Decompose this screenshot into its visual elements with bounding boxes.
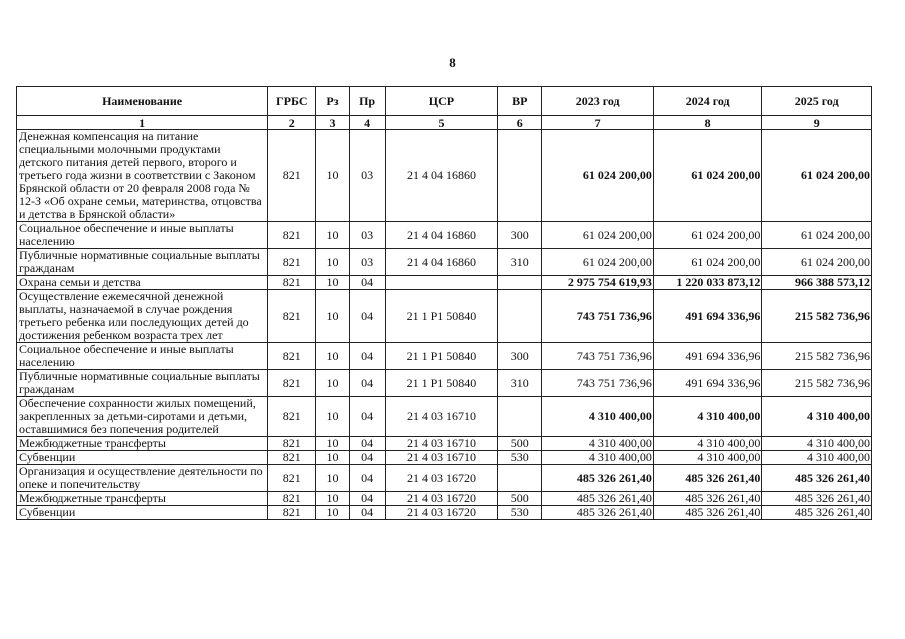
cell-csr: 21 4 04 16860 [385, 130, 498, 222]
row-name: Межбюджетные трансферты [17, 492, 268, 506]
row-name: Публичные нормативные социальные выплаты гражданам [17, 249, 268, 276]
cell-grbs: 821 [268, 370, 316, 397]
row-name: Денежная компенсация на питание специальными молочными продуктами детского питания детей первого, второго и третьего года жизни в соответствии с Законом Брянской области от 20 февраля 2008 года № 12-З «Об охране семьи, материнства, отцовства и детства в Брянской области» [17, 130, 268, 222]
cell-vr [498, 130, 542, 222]
cell-vr: 300 [498, 343, 542, 370]
cell-grbs: 821 [268, 465, 316, 492]
table-row [17, 451, 872, 465]
header-cell: Наименование [17, 87, 268, 116]
column-number-row [17, 116, 872, 130]
cell-rz: 10 [316, 397, 349, 437]
cell-amount-2024: 491 694 336,96 [653, 343, 762, 370]
row-name: Межбюджетные трансферты [17, 437, 268, 451]
cell-amount-2025: 61 024 200,00 [762, 130, 872, 222]
cell-amount-2025: 215 582 736,96 [762, 343, 872, 370]
cell-rz: 10 [316, 465, 349, 492]
cell-csr: 21 4 03 16720 [385, 492, 498, 506]
table-header [17, 87, 872, 130]
cell-pr: 03 [349, 130, 385, 222]
cell-csr: 21 1 Р1 50840 [385, 290, 498, 343]
column-number: 4 [349, 116, 385, 130]
row-name: Социальное обеспечение и иные выплаты населению [17, 222, 268, 249]
table-row [17, 465, 872, 492]
cell-amount-2023: 743 751 736,96 [542, 343, 654, 370]
cell-amount-2025: 215 582 736,96 [762, 290, 872, 343]
cell-amount-2025: 485 326 261,40 [762, 492, 872, 506]
cell-vr: 300 [498, 222, 542, 249]
header-cell: 2023 год [542, 87, 654, 116]
cell-amount-2024: 61 024 200,00 [653, 222, 762, 249]
header-cell: ВР [498, 87, 542, 116]
column-number: 5 [385, 116, 498, 130]
cell-amount-2025: 4 310 400,00 [762, 437, 872, 451]
cell-amount-2023: 2 975 754 619,93 [542, 276, 654, 290]
cell-amount-2024: 485 326 261,40 [653, 492, 762, 506]
table-row [17, 437, 872, 451]
cell-amount-2025: 4 310 400,00 [762, 451, 872, 465]
cell-pr: 04 [349, 397, 385, 437]
row-name: Субвенции [17, 451, 268, 465]
cell-pr: 04 [349, 437, 385, 451]
cell-rz: 10 [316, 343, 349, 370]
row-name: Публичные нормативные социальные выплаты гражданам [17, 370, 268, 397]
cell-pr: 04 [349, 276, 385, 290]
cell-csr [385, 276, 498, 290]
header-cell: ЦСР [385, 87, 498, 116]
cell-pr: 04 [349, 370, 385, 397]
cell-vr: 500 [498, 492, 542, 506]
header-cell: Пр [349, 87, 385, 116]
table-row [17, 492, 872, 506]
row-name: Охрана семьи и детства [17, 276, 268, 290]
cell-amount-2024: 61 024 200,00 [653, 130, 762, 222]
cell-rz: 10 [316, 290, 349, 343]
cell-vr [498, 290, 542, 343]
cell-vr [498, 397, 542, 437]
cell-amount-2024: 4 310 400,00 [653, 437, 762, 451]
table-row [17, 130, 872, 222]
cell-grbs: 821 [268, 276, 316, 290]
cell-grbs: 821 [268, 343, 316, 370]
table-body [17, 130, 872, 520]
cell-rz: 10 [316, 451, 349, 465]
cell-vr: 530 [498, 506, 542, 520]
cell-csr: 21 4 04 16860 [385, 222, 498, 249]
cell-amount-2025: 966 388 573,12 [762, 276, 872, 290]
header-cell: 2024 год [653, 87, 762, 116]
table-row [17, 343, 872, 370]
page-number: 8 [449, 55, 456, 70]
header-cell: 2025 год [762, 87, 872, 116]
cell-grbs: 821 [268, 290, 316, 343]
column-number: 7 [542, 116, 654, 130]
cell-pr: 04 [349, 290, 385, 343]
cell-grbs: 821 [268, 451, 316, 465]
cell-amount-2024: 4 310 400,00 [653, 451, 762, 465]
column-number: 9 [762, 116, 872, 130]
cell-rz: 10 [316, 222, 349, 249]
row-name: Субвенции [17, 506, 268, 520]
cell-csr: 21 1 Р1 50840 [385, 370, 498, 397]
cell-amount-2023: 4 310 400,00 [542, 451, 654, 465]
cell-amount-2023: 61 024 200,00 [542, 222, 654, 249]
cell-rz: 10 [316, 249, 349, 276]
cell-grbs: 821 [268, 249, 316, 276]
cell-amount-2023: 4 310 400,00 [542, 437, 654, 451]
cell-rz: 10 [316, 370, 349, 397]
budget-table [16, 86, 872, 520]
cell-amount-2025: 485 326 261,40 [762, 506, 872, 520]
table-row [17, 222, 872, 249]
cell-amount-2024: 61 024 200,00 [653, 249, 762, 276]
cell-pr: 04 [349, 451, 385, 465]
cell-vr: 310 [498, 370, 542, 397]
cell-amount-2024: 491 694 336,96 [653, 290, 762, 343]
column-number: 6 [498, 116, 542, 130]
cell-amount-2024: 1 220 033 873,12 [653, 276, 762, 290]
row-name: Социальное обеспечение и иные выплаты населению [17, 343, 268, 370]
table-row [17, 276, 872, 290]
cell-grbs: 821 [268, 222, 316, 249]
cell-amount-2023: 485 326 261,40 [542, 506, 654, 520]
row-name: Обеспечение сохранности жилых помещений, закрепленных за детьми-сиротами и детьми, оставшимися без попечения родителей [17, 397, 268, 437]
cell-grbs: 821 [268, 130, 316, 222]
cell-vr [498, 465, 542, 492]
cell-amount-2023: 743 751 736,96 [542, 290, 654, 343]
cell-vr [498, 276, 542, 290]
cell-vr: 310 [498, 249, 542, 276]
cell-csr: 21 4 03 16710 [385, 437, 498, 451]
row-name: Организация и осуществление деятельности по опеке и попечительству [17, 465, 268, 492]
cell-amount-2025: 485 326 261,40 [762, 465, 872, 492]
header-cell: Рз [316, 87, 349, 116]
cell-grbs: 821 [268, 506, 316, 520]
cell-amount-2023: 743 751 736,96 [542, 370, 654, 397]
cell-amount-2024: 485 326 261,40 [653, 506, 762, 520]
cell-csr: 21 4 03 16720 [385, 465, 498, 492]
cell-rz: 10 [316, 506, 349, 520]
cell-csr: 21 4 03 16710 [385, 397, 498, 437]
cell-amount-2025: 4 310 400,00 [762, 397, 872, 437]
column-number: 3 [316, 116, 349, 130]
cell-amount-2025: 61 024 200,00 [762, 249, 872, 276]
cell-amount-2023: 61 024 200,00 [542, 130, 654, 222]
cell-amount-2025: 215 582 736,96 [762, 370, 872, 397]
cell-csr: 21 4 03 16710 [385, 451, 498, 465]
cell-amount-2025: 61 024 200,00 [762, 222, 872, 249]
row-name: Осуществление ежемесячной денежной выплаты, назначаемой в случае рождения третьего ребенка или последующих детей до достижения ребенком возраста трех лет [17, 290, 268, 343]
table-row [17, 506, 872, 520]
cell-pr: 04 [349, 343, 385, 370]
cell-pr: 03 [349, 222, 385, 249]
column-number: 1 [17, 116, 268, 130]
table-row [17, 397, 872, 437]
cell-grbs: 821 [268, 437, 316, 451]
cell-pr: 04 [349, 465, 385, 492]
cell-grbs: 821 [268, 397, 316, 437]
cell-grbs: 821 [268, 492, 316, 506]
cell-vr: 530 [498, 451, 542, 465]
cell-pr: 04 [349, 492, 385, 506]
cell-csr: 21 1 Р1 50840 [385, 343, 498, 370]
table-row [17, 290, 872, 343]
cell-vr: 500 [498, 437, 542, 451]
cell-csr: 21 4 03 16720 [385, 506, 498, 520]
cell-pr: 04 [349, 506, 385, 520]
cell-amount-2023: 485 326 261,40 [542, 492, 654, 506]
cell-rz: 10 [316, 437, 349, 451]
cell-rz: 10 [316, 130, 349, 222]
cell-pr: 03 [349, 249, 385, 276]
cell-amount-2024: 485 326 261,40 [653, 465, 762, 492]
header-cell: ГРБС [268, 87, 316, 116]
table-row [17, 249, 872, 276]
cell-rz: 10 [316, 276, 349, 290]
cell-amount-2023: 485 326 261,40 [542, 465, 654, 492]
cell-amount-2023: 61 024 200,00 [542, 249, 654, 276]
table-row [17, 370, 872, 397]
cell-amount-2024: 491 694 336,96 [653, 370, 762, 397]
column-number: 2 [268, 116, 316, 130]
cell-amount-2023: 4 310 400,00 [542, 397, 654, 437]
cell-amount-2024: 4 310 400,00 [653, 397, 762, 437]
cell-csr: 21 4 04 16860 [385, 249, 498, 276]
cell-rz: 10 [316, 492, 349, 506]
column-number: 8 [653, 116, 762, 130]
